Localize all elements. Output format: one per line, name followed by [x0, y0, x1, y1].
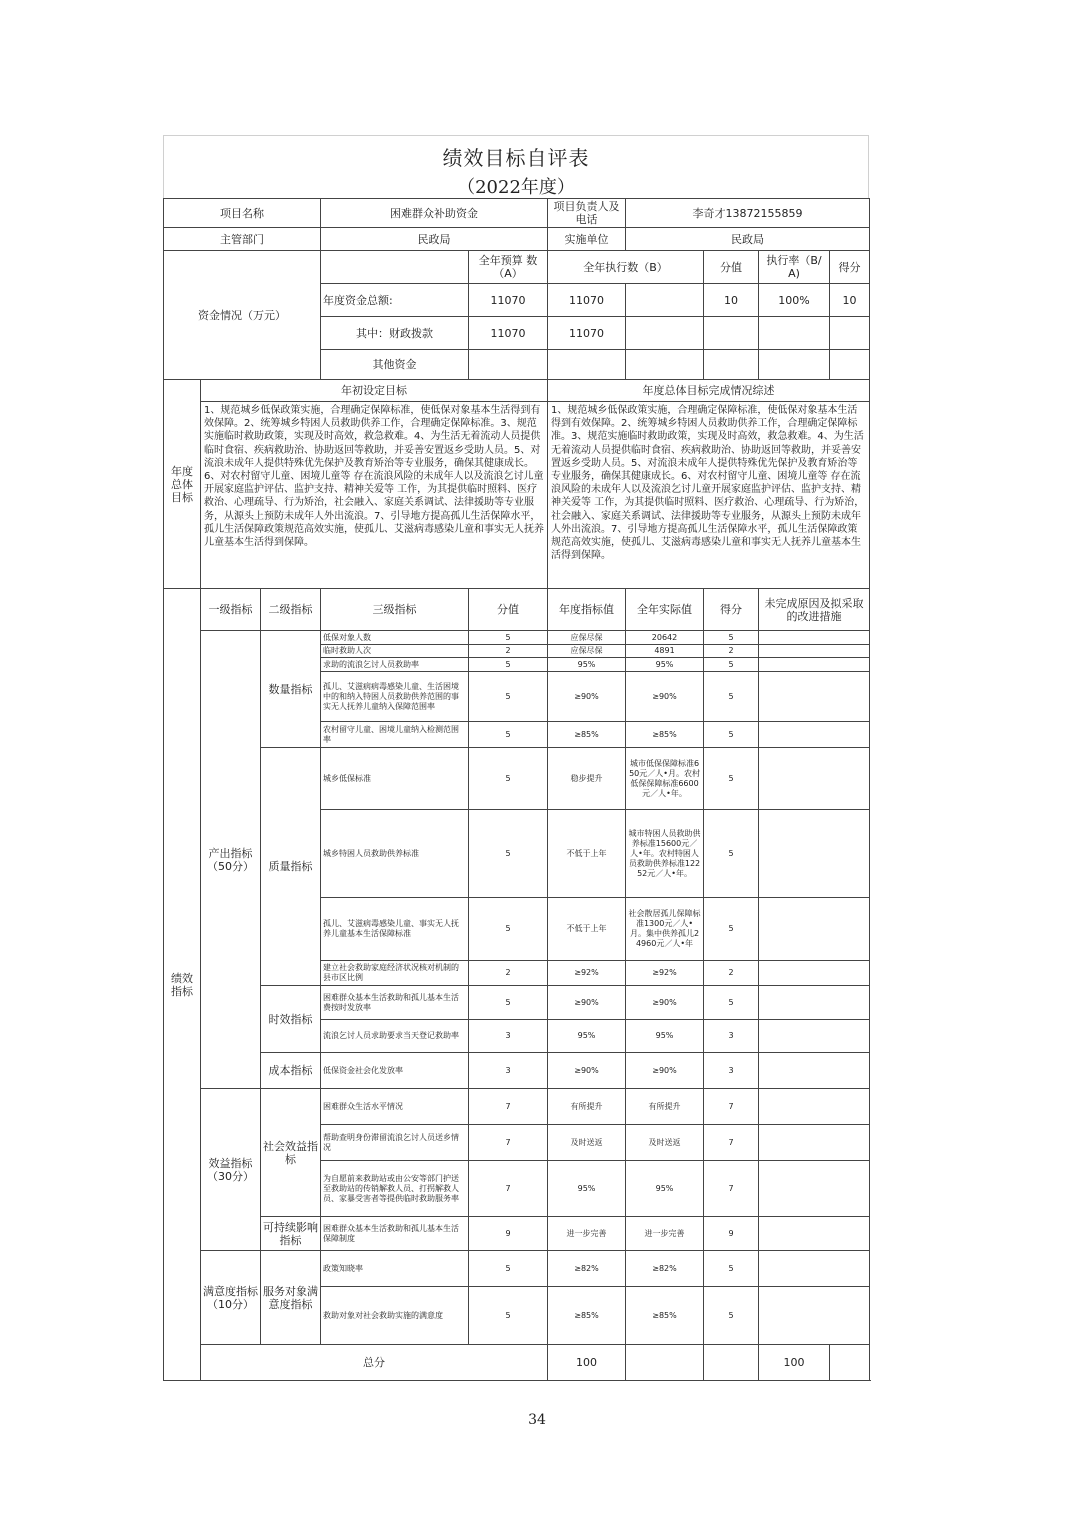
l1-benefit: 效益指标（30分） — [201, 1089, 261, 1251]
indicator-score: 3 — [469, 1020, 548, 1053]
indicator-score: 5 — [469, 748, 548, 810]
indicator-actual: ≥82% — [626, 1251, 704, 1287]
indicator-get: 5 — [704, 672, 759, 722]
funds-row-get — [830, 350, 870, 380]
goals-header-initial: 年初设定目标 — [201, 380, 548, 402]
indicator-score: 5 — [469, 986, 548, 1020]
ind-header-l3: 三级指标 — [321, 589, 469, 631]
indicator-get: 2 — [704, 645, 759, 658]
indicator-actual: ≥85% — [626, 1287, 704, 1345]
indicator-actual: ≥92% — [626, 961, 704, 986]
indicator-actual: 有所提升 — [626, 1089, 704, 1125]
indicator-score: 5 — [469, 1251, 548, 1287]
funds-row-budget: 11070 — [469, 284, 548, 317]
indicator-target: ≥92% — [548, 961, 626, 986]
funds-header-budget: 全年预算 数（A） — [469, 251, 548, 284]
indicator-name: 城乡低保标准 — [321, 748, 469, 810]
ind-header-score: 分值 — [469, 589, 548, 631]
indicator-target: ≥90% — [548, 1053, 626, 1089]
page-number: 34 — [528, 1412, 546, 1428]
l2-quantity: 数量指标 — [261, 631, 321, 748]
indicator-name: 临时救助人次 — [321, 645, 469, 658]
indicator-score: 7 — [469, 1089, 548, 1125]
funds-row-budget — [469, 350, 548, 380]
indicator-score: 2 — [469, 645, 548, 658]
ind-header-get: 得分 — [704, 589, 759, 631]
l1-satisfaction: 满意度指标（10分） — [201, 1251, 261, 1345]
indicator-target: 95% — [548, 658, 626, 672]
funds-row-rate: 100% — [759, 284, 830, 317]
indicator-actual: 20642 — [626, 631, 704, 645]
ind-header-l1: 一级指标 — [201, 589, 261, 631]
indicator-name: 流浪乞讨人员求助要求当天登记救助率 — [321, 1020, 469, 1053]
indicator-name: 城乡特困人员救助供养标准 — [321, 810, 469, 898]
leader-value: 李奇才13872155859 — [626, 199, 870, 228]
ind-header-reason: 未完成原因及拟采取的改进措施 — [759, 589, 870, 631]
l2-cost: 成本指标 — [261, 1053, 321, 1089]
funds-row-exec: 11070 — [548, 317, 626, 350]
indicator-target: 95% — [548, 1161, 626, 1217]
l1-output: 产出指标（50分） — [201, 631, 261, 1089]
indicator-name: 孤儿、艾滋病病毒感染儿童、生活困境中的和纳入特困人员救助供养范围的事实无人抚养儿童纳入保障范围率 — [321, 672, 469, 722]
l2-quality: 质量指标 — [261, 748, 321, 986]
goals-header-complete: 年度总体目标完成情况综述 — [548, 380, 870, 402]
indicator-get: 5 — [704, 722, 759, 748]
indicator-target: ≥85% — [548, 1287, 626, 1345]
indicator-name: 低保对象人数 — [321, 631, 469, 645]
indicator-target: 不低于上年 — [548, 810, 626, 898]
indicator-name: 困难群众基本生活救助和孤儿基本生活保障制度 — [321, 1217, 469, 1251]
indicator-score: 2 — [469, 961, 548, 986]
indicator-actual: 95% — [626, 658, 704, 672]
goals-initial-text: 1、规范城乡低保政策实施，合理确定保障标准，使低保对象基本生活得到有效保障。2、统筹城乡特困人员救助供养工作，合理确定保障标准。3、规范实施临时救助政策，实现及时高效，救急救难。4、为生活无着流动人员提供临时食宿、疾病救助治、协助返回等救助，并妥善安置返乡受助人员。5、对流浪未成年人提供特殊优先保护及教育矫治等专业服务，确保其健康成长。6、对农村留守儿童、困境儿童等 存在流浪风险的未成年人以及流浪乞讨儿童开展家庭监护评估、监护支持、精神关爱等 工作，为其提供临时照料、医疗救治、心理疏导、行为矫治，社会融入、家庭关系调试、法律援助等专业服务，从源头上预防未成年人外出流浪。7、引导地方提高孤儿生活保障水平，孤儿生活保障政策规范高效实施，使孤儿、艾滋病毒感染儿童和事实无人抚养儿童基本生活得到保障。 — [201, 402, 548, 589]
indicator-get: 7 — [704, 1089, 759, 1125]
indicator-score: 7 — [469, 1125, 548, 1161]
funds-row-get — [830, 317, 870, 350]
indicator-name: 建立社会救助家庭经济状况核对机制的县市区比例 — [321, 961, 469, 986]
dept-label: 主管部门 — [164, 228, 321, 251]
funds-row-score — [704, 350, 759, 380]
indicator-get: 5 — [704, 810, 759, 898]
indicator-actual: 城市特困人员救助供养标准15600元／人•年。农村特困人员救助供养标准12252元／人•年。 — [626, 810, 704, 898]
indicator-target: 不低于上年 — [548, 898, 626, 961]
impl-label: 实施单位 — [548, 228, 626, 251]
indicator-target: 有所提升 — [548, 1089, 626, 1125]
indicators-label: 绩效指标 — [164, 589, 201, 1381]
indicator-get: 5 — [704, 986, 759, 1020]
indicator-actual: ≥90% — [626, 672, 704, 722]
indicator-target: 应保尽保 — [548, 631, 626, 645]
page-title: 绩效目标自评表 — [442, 146, 590, 170]
indicator-name: 政策知晓率 — [321, 1251, 469, 1287]
indicator-score: 5 — [469, 898, 548, 961]
indicator-target: 及时送返 — [548, 1125, 626, 1161]
indicator-get: 9 — [704, 1217, 759, 1251]
funds-header-exec: 全年执行数（B） — [548, 251, 704, 284]
indicator-get: 5 — [704, 658, 759, 672]
indicator-get: 3 — [704, 1020, 759, 1053]
project-name: 困难群众补助资金 — [321, 199, 548, 228]
funds-row-rate — [759, 317, 830, 350]
funds-row-exec: 11070 — [548, 284, 626, 317]
indicator-get: 7 — [704, 1161, 759, 1217]
indicator-name: 孤儿、艾滋病毒感染儿童、事实无人抚养儿童基本生活保障标准 — [321, 898, 469, 961]
indicator-get: 5 — [704, 898, 759, 961]
indicator-name: 为自愿前来救助站或由公安等部门护送至救助站的传销解救人员、打拐解救人员、家暴受害者等提供临时救助服务率 — [321, 1161, 469, 1217]
impl-value: 民政局 — [626, 228, 870, 251]
indicator-name: 帮助查明身份滞留流浪乞讨人员送乡情况 — [321, 1125, 469, 1161]
funds-row-budget: 11070 — [469, 317, 548, 350]
indicator-actual: 进一步完善 — [626, 1217, 704, 1251]
dept-value: 民政局 — [321, 228, 548, 251]
project-name-label: 项目名称 — [164, 199, 321, 228]
funds-row-label: 年度资金总额: — [321, 284, 469, 317]
total-label: 总分 — [201, 1345, 548, 1381]
indicator-score: 9 — [469, 1217, 548, 1251]
indicator-get: 2 — [704, 961, 759, 986]
leader-label: 项目负责人及电话 — [548, 199, 626, 228]
indicator-get: 5 — [704, 748, 759, 810]
funds-row-score — [704, 317, 759, 350]
indicator-get: 7 — [704, 1125, 759, 1161]
indicator-name: 困难群众基本生活救助和孤儿基本生活费按时发放率 — [321, 986, 469, 1020]
indicator-score: 5 — [469, 1287, 548, 1345]
indicator-target: 稳步提升 — [548, 748, 626, 810]
funds-row-label: 其中：财政拨款 — [321, 317, 469, 350]
indicator-name: 低保资金社会化发放率 — [321, 1053, 469, 1089]
indicator-actual: 4891 — [626, 645, 704, 658]
indicator-score: 5 — [469, 722, 548, 748]
indicator-actual: ≥90% — [626, 1053, 704, 1089]
indicator-score: 5 — [469, 631, 548, 645]
indicator-score: 7 — [469, 1161, 548, 1217]
indicator-target: ≥90% — [548, 986, 626, 1020]
indicator-get: 5 — [704, 1287, 759, 1345]
funds-header-rate: 执行率（B/A) — [759, 251, 830, 284]
indicator-target: ≥82% — [548, 1251, 626, 1287]
funds-row-rate — [759, 350, 830, 380]
evaluation-table — [163, 198, 870, 1381]
indicator-actual: ≥90% — [626, 986, 704, 1020]
title-block — [163, 135, 869, 198]
funds-row-get: 10 — [830, 284, 870, 317]
indicator-target: 应保尽保 — [548, 645, 626, 658]
indicator-actual: ≥85% — [626, 722, 704, 748]
indicator-score: 5 — [469, 810, 548, 898]
l2-social: 社会效益指标 — [261, 1089, 321, 1217]
funds-row-label: 其他资金 — [321, 350, 469, 380]
indicator-score: 5 — [469, 658, 548, 672]
evaluation-sheet — [163, 135, 869, 1381]
indicator-actual: 95% — [626, 1020, 704, 1053]
l2-sustain: 可持续影响指标 — [261, 1217, 321, 1251]
ind-header-actual: 全年实际值 — [626, 589, 704, 631]
page-subtitle: （2022年度） — [457, 177, 575, 198]
funds-label: 资金情况（万元） — [164, 251, 321, 380]
funds-header-get: 得分 — [830, 251, 870, 284]
indicator-target: ≥85% — [548, 722, 626, 748]
funds-row-score: 10 — [704, 284, 759, 317]
indicator-get: 5 — [704, 1251, 759, 1287]
ind-header-l2: 二级指标 — [261, 589, 321, 631]
indicator-get: 5 — [704, 631, 759, 645]
indicator-name: 求助的流浪乞讨人员救助率 — [321, 658, 469, 672]
indicator-actual: 城市低保保障标准650元／人•月。农村低保保障标准6600元／人•年。 — [626, 748, 704, 810]
total-score: 100 — [548, 1345, 626, 1381]
indicator-get: 3 — [704, 1053, 759, 1089]
indicator-name: 农村留守儿童、困境儿童纳入检测范围率 — [321, 722, 469, 748]
funds-header-score: 分值 — [704, 251, 759, 284]
indicator-actual: 及时送返 — [626, 1125, 704, 1161]
l2-service: 服务对象满意度指标 — [261, 1251, 321, 1345]
ind-header-target: 年度指标值 — [548, 589, 626, 631]
indicator-score: 3 — [469, 1053, 548, 1089]
indicator-target: 进一步完善 — [548, 1217, 626, 1251]
funds-row-exec — [548, 350, 626, 380]
indicator-name: 困难群众生活水平情况 — [321, 1089, 469, 1125]
l2-timeliness: 时效指标 — [261, 986, 321, 1053]
indicator-target: ≥90% — [548, 672, 626, 722]
indicator-score: 5 — [469, 672, 548, 722]
total-get: 100 — [759, 1345, 830, 1381]
indicator-target: 95% — [548, 1020, 626, 1053]
indicator-name: 救助对象对社会救助实施的满意度 — [321, 1287, 469, 1345]
indicator-actual: 95% — [626, 1161, 704, 1217]
goals-label: 年度总体目标 — [164, 380, 201, 589]
indicator-actual: 社会散居孤儿保障标准1300元／人•月。集中供养孤儿24960元／人•年 — [626, 898, 704, 961]
goals-complete-text: 1、规范城乡低保政策实施，合理确定保障标准，使低保对象基本生活得到有效保障。2、统筹城乡特困人员救助供养工作，合理确定保障标准。3、规范实施临时救助政策，实现及时高效，救急救难。4、为生活无着流动人员提供临时食宿、疾病救助治、协助返回等救助，并妥善安置返乡受助人员。5、对流浪未成年人提供特殊优先保护及教育矫治等专业服务，确保其健康成长。6、对农村留守儿童、困境儿童等 存在流浪风险的未成年人以及流浪乞讨儿童开展家庭监护评估、监护支持、精神关爱等 工作，为其提供临时照料、医疗救治、心理疏导、行为矫治，社会融入、家庭关系调试、法律援助等专业服务，从源头上预防未成年人外出流浪。7、引导地方提高孤儿生活保障水平，孤儿生活保障政策规范高效实施，使孤儿、艾滋病毒感染儿童和事实无人抚养儿童基本生活得到保障。 — [548, 402, 870, 589]
